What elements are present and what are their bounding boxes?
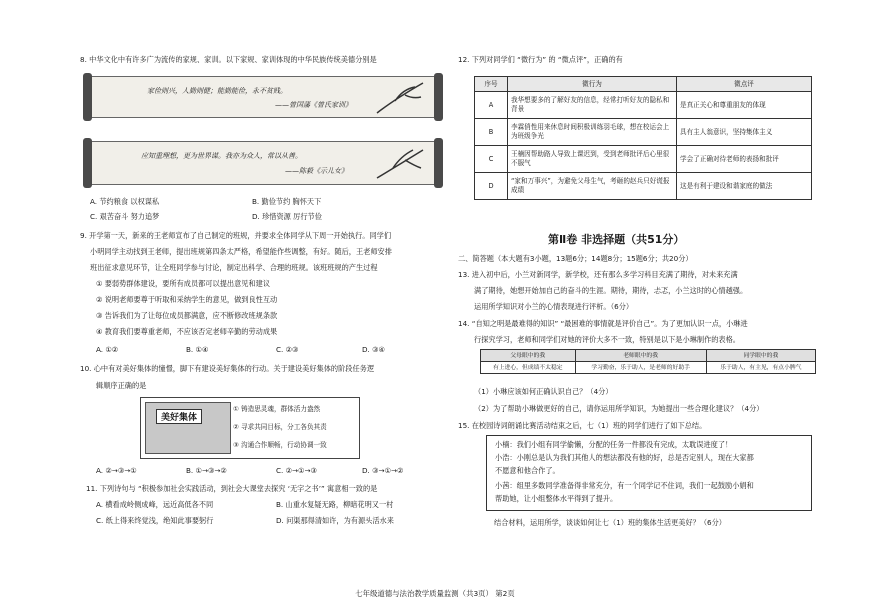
picture-label: 美好集体 <box>156 409 202 424</box>
q15-task: 结合材料，运用所学，谈谈如何让七（1）班的集体生活更美好？（6分） <box>494 518 726 527</box>
q14-table <box>480 349 816 374</box>
page-footer: 七年级道德与法治教学质量监测（共3页） 第2页 <box>355 589 515 598</box>
scroll2-source: ——陈毅《示儿女》 <box>285 167 348 175</box>
q8-option-b: B. 勤俭节约 胸怀天下 <box>252 197 322 206</box>
q9-answer-d: D. ③④ <box>362 345 385 354</box>
q9-line: 小明同学主动找到王老师，提出班规第四条太严格，希望能作些调整，有好。随后，王老师安排 <box>90 247 392 256</box>
q12-cell: 这是有利于建设和谐家庭的做法 <box>677 173 812 200</box>
q12-cell: C <box>475 146 508 173</box>
q12-header: 微行为 <box>508 77 677 92</box>
q14-header: 父母眼中的我 <box>481 350 576 362</box>
q10-answer-d: D. ③→①→② <box>362 466 404 475</box>
q10-answer-a: A. ②→③→① <box>96 466 137 475</box>
q12-cell: “家和万事兴”，为避免父母生气，考砸的赵兵只好谎报成绩 <box>508 173 677 200</box>
q14-header: 同学眼中的我 <box>706 350 815 362</box>
scroll-roller-right <box>434 73 443 121</box>
q14-cell: 学习勤奋，乐于助人，是老师的好助手 <box>575 362 706 374</box>
scroll-roller-left <box>83 73 92 121</box>
q12-cell: D <box>475 173 508 200</box>
q8-option-d: D. 珍惜资源 厉行节俭 <box>252 212 322 221</box>
q11-option-d: D. 问渠那得清如许，为有源头活水来 <box>276 516 394 525</box>
q12-table <box>474 76 812 200</box>
q9-statement: ① 要弱势群体建设，要所有成员都可以提出意见和建议 <box>96 279 271 288</box>
scroll-image-2 <box>88 141 438 185</box>
q10-line: 辑顺序正确的是 <box>96 381 147 390</box>
q9-statement: ③ 告诉我们为了让每位成员都满意，应不断修改班规条款 <box>96 311 278 320</box>
q10-line: 10. 心中有对美好集体的憧憬，脚下有建设美好集体的行动。关于建设美好集体的阶段任务逻 <box>80 364 375 373</box>
scroll-roller-left <box>83 138 92 188</box>
q12-cell: 是真正关心和尊重朋友的体现 <box>677 92 812 119</box>
q8-stem: 8. 中华文化中有许多广为流传的家规、家训。以下家规、家训体现的中华民族传统美德分别是 <box>80 55 377 64</box>
q12-cell: B <box>475 119 508 146</box>
q14-sub2: （2）为了帮助小琳做更好的自己，请你运用所学知识，为她提出一些合理化建议？（4分） <box>474 404 764 413</box>
q12-cell: 学会了正确对待老师的表扬和批评 <box>677 146 812 173</box>
q14-cell: 有上进心，但成绩不太稳定 <box>481 362 576 374</box>
q12-header: 微点评 <box>677 77 812 92</box>
scroll2-text: 应知重理想，更为世界谋。我亦为众人，常以从善。 <box>141 152 302 160</box>
q15-line: 小茜：组里多数同学准备得非常充分，有一个同学记不住词，我们一起鼓励小娟和 <box>495 481 754 490</box>
scroll1-source: ——曾国藩《曾氏家训》 <box>275 101 352 109</box>
q15-line: 小浩：小刚总是认为我们其他人的想法都没有他的好，总是否定别人，现在大家都 <box>495 453 754 462</box>
q8-option-a: A. 节约粮食 以权谋私 <box>90 197 160 206</box>
q13-line: 13. 进入初中后，小兰对新同学，新学校，还有那么多学习科目充满了期待，对未来充满 <box>458 270 738 279</box>
q15-line: 帮助她，让小组整体水平得到了提升。 <box>495 494 618 503</box>
scroll-image-1 <box>88 76 438 118</box>
scroll1-text: 家俭则兴，人勤则健；能勤能俭，永不贫贱。 <box>147 87 287 95</box>
q10-item: ① 铸造思灵魂，群体活力盎然 <box>233 405 321 413</box>
q12-cell: 李霖俏性用来休息时间积极训练羽毛球，想在校运会上为班级争光 <box>508 119 677 146</box>
q9-line: 9. 开学第一天，新来的王老师宣布了自己制定的班规，并要求全体同学从下周一开始执行。同学们 <box>80 231 392 240</box>
q9-statement: ④ 教育我们要尊重老师，不应该否定老师辛勤的劳动成果 <box>96 327 278 336</box>
q12-stem: 12. 下列对同学们 “微行为” 的 “微点评”，正确的有 <box>458 55 623 64</box>
q10-item: ③ 沟通合作顺畅，行动协调一致 <box>233 441 327 449</box>
q13-line: 满了期待，她想开始加自己的奋斗的生涯。期待，期待，忐忑，小兰这时的心情越强。 <box>474 286 748 295</box>
q15-line: 不愿意和他合作了。 <box>495 466 560 475</box>
q10-answer-b: B. ①→③→② <box>186 466 227 475</box>
q9-statement: ② 说明老师要尊于听取和采纳学生的意见，做到良性互动 <box>96 295 278 304</box>
q9-answer-b: B. ①④ <box>186 345 209 354</box>
q10-item: ② 寻求共同目标，分工各负其责 <box>233 423 327 431</box>
q14-sub1: （1）小琳应该如何正确认识自己？（4分） <box>474 387 613 396</box>
q12-header: 序号 <box>475 77 508 92</box>
q13-line: 运用所学知识对小兰的心情表现进行评析。（6分） <box>474 302 634 311</box>
q9-line: 班出征求意见环节，让全班同学参与讨论，制定出科学、合理的班规。该班班规的产生过程 <box>90 263 378 272</box>
q14-header: 老师眼中的我 <box>575 350 706 362</box>
q12-cell: 我华想要多的了解好友的信息，经常打听好友的隐私和背景 <box>508 92 677 119</box>
q15-stem: 15. 在校园诗词朗诵比赛活动结束之后，七（1）班的同学们进行了如下总结。 <box>458 421 707 430</box>
q14-line: 行探究学习，老师和同学们对她的评价大多不一致，特别是以下是小琳制作的表格。 <box>474 335 740 344</box>
q14-line: 14. “自知之明是最难得的知识” “最困难的事情就是评价自己”。为了更加认识一点，小琳进 <box>458 319 748 328</box>
q12-cell: 具有主人翁意识，坚持集体主义 <box>677 119 812 146</box>
part2-title: 第Ⅱ卷 非选择题（共51分） <box>548 233 685 246</box>
q12-cell: A <box>475 92 508 119</box>
q11-option-a: A. 横看成岭侧成峰，远近高低各不同 <box>96 500 214 509</box>
q15-line: 小楠：我们小组有同学偷懒，分配的任务一件都没有完成，太耽误进度了！ <box>495 440 733 449</box>
q12-cell: 王楠因帮助路人导致上课迟到，受到老师批评后心里很不服气 <box>508 146 677 173</box>
q9-answer-a: A. ①② <box>96 345 119 354</box>
q10-answer-c: C. ②→①→③ <box>276 466 317 475</box>
q15-material-box <box>486 435 812 511</box>
scroll-roller-right <box>434 138 443 188</box>
q8-option-c: C. 艰苦奋斗 努力追梦 <box>90 212 160 221</box>
q11-option-b: B. 山重水复疑无路，柳暗花明又一村 <box>276 500 394 509</box>
q14-cell: 乐于助人，有主见，有点小脾气 <box>706 362 815 374</box>
q11-stem: 11. 下列诗句与 “积极参加社会实践活动，到社会大课堂去探究 ‘无字之书’” 寓意相一致的是 <box>86 484 378 493</box>
q10-diagram <box>140 397 360 459</box>
tree-branch-icon <box>375 144 425 180</box>
section-heading: 二、简答题（本大题有3小题，13题6分；14题8分；15题6分；共20分） <box>458 254 693 263</box>
tree-branch-icon <box>375 79 425 115</box>
q9-answer-c: C. ②③ <box>276 345 299 354</box>
collective-picture <box>145 402 231 454</box>
q11-option-c: C. 纸上得来终觉浅，绝知此事要躬行 <box>96 516 214 525</box>
